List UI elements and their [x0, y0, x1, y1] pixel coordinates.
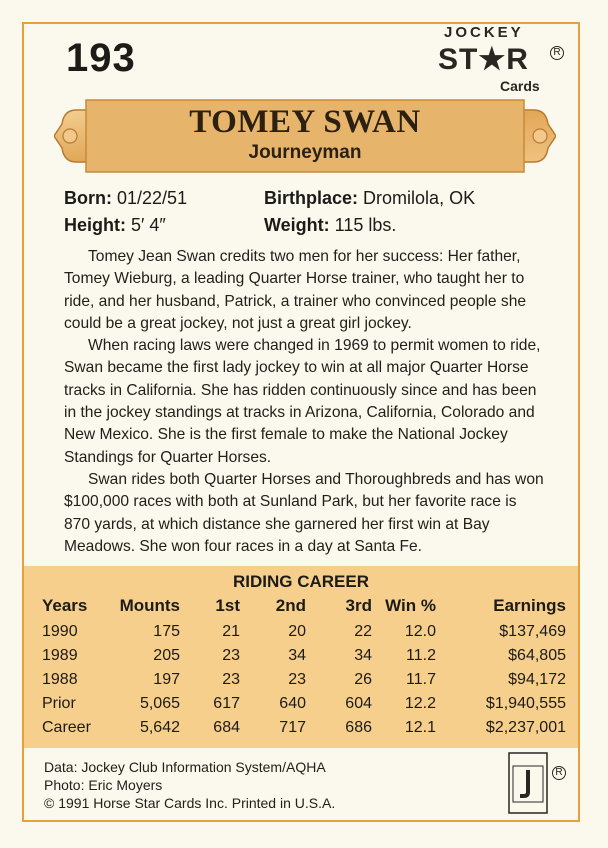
- table-cell: 604: [345, 695, 372, 712]
- table-cell: 21: [222, 623, 240, 640]
- height-row: [64, 215, 166, 236]
- born-value: 01/22/51: [117, 188, 188, 208]
- guild-badge-icon: [508, 752, 548, 814]
- table-cell: 5,065: [139, 695, 180, 712]
- bio-paragraph: When racing laws were changed in 1969 to permit women to ride, Swan became the first lady jockey to win at all major Quarter Horse tracks in California. She has ridden continuously since and has been in the jockey standings at tracks in Arizona, California, Colorado and New Mexico. She is the first female to make the National Jockey Standings for Quarter Horses.: [64, 337, 541, 466]
- height-value: 5′ 4″: [131, 215, 166, 235]
- table-cell: 12.0: [404, 623, 436, 640]
- table-cell: 12.1: [404, 719, 436, 736]
- table-row: [42, 716, 566, 740]
- column-header: 3rd: [345, 596, 372, 615]
- height-label: Height:: [64, 215, 126, 235]
- table-cell: 23: [222, 647, 240, 664]
- table-cell: 12.2: [404, 695, 436, 712]
- copyright: © 1991 Horse Star Cards Inc. Printed in U.S.A.: [44, 795, 336, 811]
- table-cell: 20: [288, 623, 306, 640]
- table-cell: 175: [153, 623, 180, 640]
- column-header: Years: [42, 596, 88, 615]
- birthplace-label: Birthplace:: [264, 188, 359, 208]
- table-cell: 11.2: [406, 647, 436, 664]
- photo-credit: Photo: Eric Moyers: [44, 777, 163, 793]
- table-cell: 23: [288, 671, 306, 688]
- registered-icon: R: [552, 766, 566, 780]
- table-cell: 11.7: [406, 671, 436, 688]
- table-cell: 197: [153, 671, 180, 688]
- table-cell: $64,805: [508, 647, 566, 664]
- table-cell: 205: [153, 647, 180, 664]
- bio-paragraph: Tomey Jean Swan credits two men for her success: Her father, Tomey Wieburg, a leading Quarter Horse trainer, who taught her to ride, and her husband, Patrick, a trainer who convinced people she could be a great jockey, not just a great girl jockey.: [64, 248, 527, 332]
- table-cell: $137,469: [499, 623, 566, 640]
- table-row: [42, 644, 566, 668]
- table-cell: 617: [213, 695, 240, 712]
- table-cell: $2,237,001: [485, 719, 566, 736]
- table-cell: 23: [222, 671, 240, 688]
- weight-row: [264, 215, 396, 236]
- jockey-rank: Journeyman: [248, 142, 362, 163]
- riding-career-table: [42, 596, 566, 740]
- table-cell: 26: [354, 671, 372, 688]
- riding-career-panel: [24, 566, 578, 748]
- bio-text: [64, 246, 546, 558]
- table-cell: $1,940,555: [485, 695, 566, 712]
- table-cell: Career: [42, 719, 91, 736]
- table-cell: 717: [279, 719, 306, 736]
- weight-label: Weight:: [264, 215, 330, 235]
- jockeys-guild-logo: [508, 752, 548, 814]
- table-cell: 1989: [42, 647, 78, 664]
- table-cell: 1990: [42, 623, 78, 640]
- riding-career-title: RIDING CAREER: [232, 572, 369, 591]
- table-cell: Prior: [42, 695, 76, 712]
- table-header-row: [42, 596, 566, 620]
- logo-bottom-text: Cards: [500, 78, 540, 94]
- jockey-star-logo: [438, 24, 568, 96]
- weight-value: 115 lbs.: [334, 215, 397, 235]
- logo-top-text: JOCKEY: [444, 24, 524, 41]
- jockey-name: TOMEY SWAN: [189, 104, 421, 140]
- table-cell: 684: [213, 719, 240, 736]
- table-cell: 640: [279, 695, 306, 712]
- table-cell: 22: [354, 623, 372, 640]
- born-label: Born:: [64, 188, 112, 208]
- table-row: [42, 668, 566, 692]
- table-cell: 686: [345, 719, 372, 736]
- table-cell: 34: [354, 647, 372, 664]
- column-header: Earnings: [493, 596, 566, 615]
- name-plaque: [54, 96, 556, 176]
- table-row: [42, 692, 566, 716]
- born-row: [64, 188, 187, 209]
- card-number: 193: [66, 36, 136, 80]
- table-row: [42, 620, 566, 644]
- table-cell: 5,642: [139, 719, 180, 736]
- table-cell: 34: [288, 647, 306, 664]
- table-cell: $94,172: [508, 671, 566, 688]
- column-header: 2nd: [275, 596, 306, 615]
- birthplace-value: Dromilola, OK: [363, 188, 476, 208]
- data-credit: Data: Jockey Club Information System/AQHA: [44, 759, 326, 775]
- bio-paragraph: Swan rides both Quarter Horses and Thoroughbreds and has won $100,000 races with both at Sunland Park, but her favorite race is 870 yards, at which distance she garnered her first win at Bay Meadows. She won four races in a day at Santa Fe.: [64, 470, 544, 555]
- column-header: Win %: [385, 596, 436, 615]
- credits: [44, 758, 335, 812]
- birthplace-row: [264, 188, 475, 209]
- logo-star-text: ST★R: [438, 43, 529, 76]
- table-cell: 1988: [42, 671, 78, 688]
- column-header: Mounts: [119, 596, 180, 615]
- registered-icon: R: [550, 46, 564, 60]
- column-header: 1st: [215, 596, 240, 615]
